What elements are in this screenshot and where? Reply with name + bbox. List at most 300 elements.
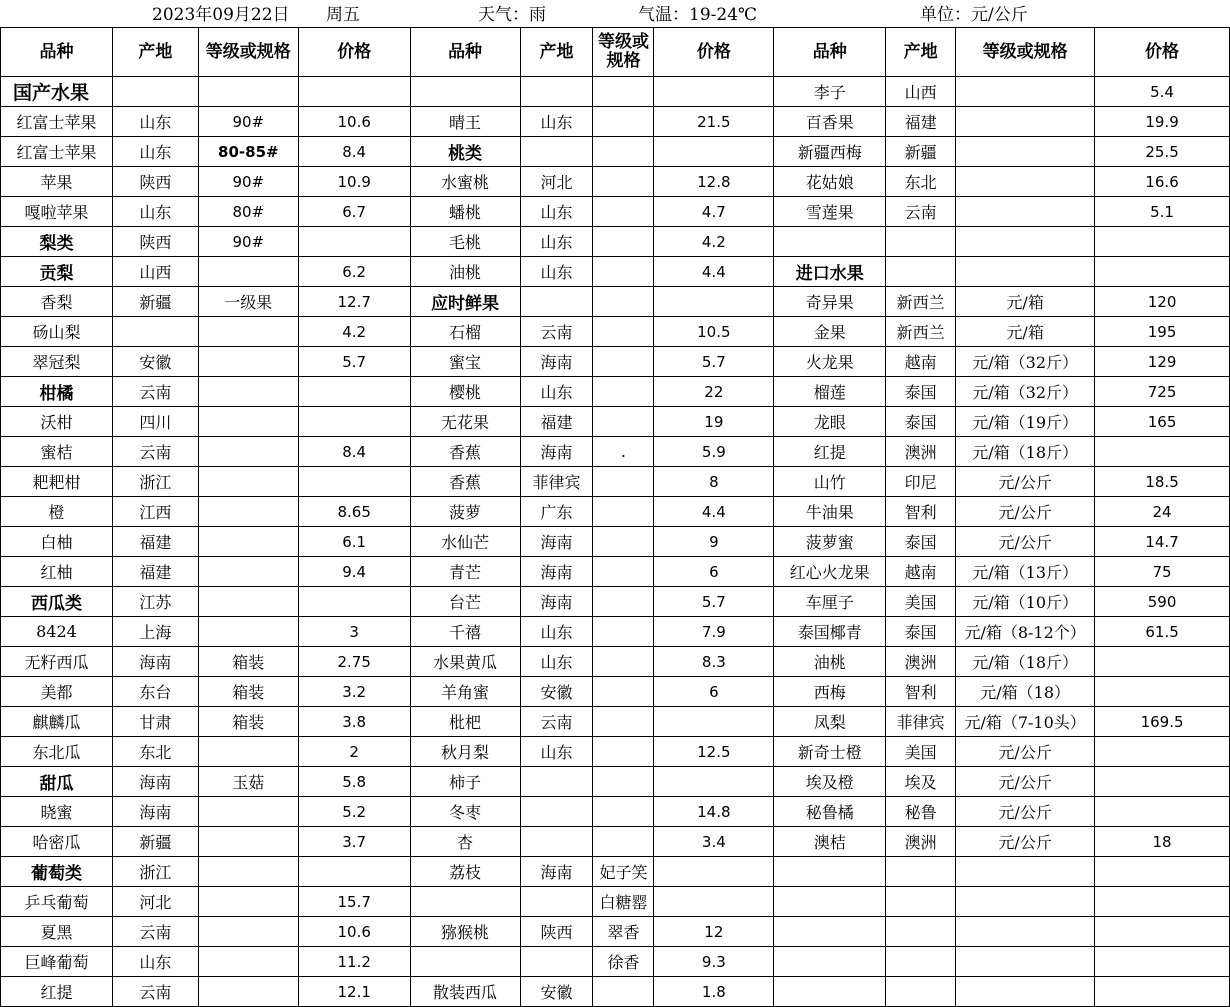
table-cell: 葡萄类 (1, 857, 113, 887)
table-cell: 14.7 (1095, 527, 1230, 557)
table-cell: 山东 (520, 197, 593, 227)
table-row (1, 287, 1230, 317)
table-cell (956, 197, 1095, 227)
table-cell: 3.2 (298, 677, 410, 707)
table-cell: 元/箱（13斤） (956, 557, 1095, 587)
table-cell: 无籽西瓜 (1, 647, 113, 677)
table-cell: 9 (654, 527, 774, 557)
table-cell: 195 (1095, 317, 1230, 347)
table-cell: 8.4 (298, 437, 410, 467)
table-cell: 甘肃 (112, 707, 198, 737)
table-cell: 桃类 (410, 137, 520, 167)
table-cell: 浙江 (112, 857, 198, 887)
table-cell: 12 (654, 917, 774, 947)
table-cell: 8424 (1, 617, 113, 647)
table-cell (198, 587, 298, 617)
table-cell: 雪莲果 (774, 197, 886, 227)
table-cell: 晴王 (410, 107, 520, 137)
table-cell: 油桃 (410, 257, 520, 287)
table-cell (112, 317, 198, 347)
table-row (1, 317, 1230, 347)
table-cell (1095, 887, 1230, 917)
table-cell: 冬枣 (410, 797, 520, 827)
table-cell: 泰国 (886, 527, 956, 557)
table-cell (654, 77, 774, 107)
table-cell: 白糖罂 (593, 887, 654, 917)
table-cell (520, 827, 593, 857)
table-cell (886, 947, 956, 977)
table-cell: 10.9 (298, 167, 410, 197)
column-header: 等级或规格 (593, 28, 654, 77)
table-cell: 澳洲 (886, 827, 956, 857)
table-cell: 2.75 (298, 647, 410, 677)
table-cell: 海南 (520, 857, 593, 887)
table-cell (198, 737, 298, 767)
table-cell: 18.5 (1095, 467, 1230, 497)
table-cell: 台芒 (410, 587, 520, 617)
table-cell (593, 707, 654, 737)
column-header: 产地 (886, 28, 956, 77)
table-cell: 12.8 (654, 167, 774, 197)
table-cell (520, 137, 593, 167)
table-cell: 智利 (886, 677, 956, 707)
table-cell: 越南 (886, 557, 956, 587)
table-cell: 东北 (886, 167, 956, 197)
table-cell: 61.5 (1095, 617, 1230, 647)
table-cell (593, 167, 654, 197)
table-cell: 花姑娘 (774, 167, 886, 197)
table-cell (886, 857, 956, 887)
table-cell: 红提 (774, 437, 886, 467)
table-cell: 无花果 (410, 407, 520, 437)
table-cell (520, 767, 593, 797)
table-cell: 元/箱（10斤） (956, 587, 1095, 617)
table-cell (520, 947, 593, 977)
table-cell: 美国 (886, 737, 956, 767)
weather-label: 天气：雨 (478, 5, 546, 25)
table-cell: 新疆 (112, 827, 198, 857)
table-cell: 元/箱（7-10头） (956, 707, 1095, 737)
table-cell: 一级果 (198, 287, 298, 317)
table-cell: 泰国 (886, 407, 956, 437)
table-cell: 安徽 (520, 977, 593, 1007)
table-cell (593, 317, 654, 347)
table-cell: 5.7 (654, 347, 774, 377)
table-cell: . (593, 437, 654, 467)
table-cell: 东北 (112, 737, 198, 767)
table-cell (593, 407, 654, 437)
table-cell: 白柚 (1, 527, 113, 557)
table-row (1, 137, 1230, 167)
table-cell: 山东 (112, 197, 198, 227)
table-cell (198, 257, 298, 287)
table-cell: 荔枝 (410, 857, 520, 887)
table-cell: 山东 (520, 647, 593, 677)
table-cell: 柿子 (410, 767, 520, 797)
table-cell: 石榴 (410, 317, 520, 347)
table-cell: 金果 (774, 317, 886, 347)
table-cell: 江西 (112, 497, 198, 527)
table-cell: 菲律宾 (886, 707, 956, 737)
table-cell (886, 257, 956, 287)
table-cell: 云南 (112, 377, 198, 407)
table-cell: 西梅 (774, 677, 886, 707)
column-header: 品种 (410, 28, 520, 77)
table-cell: 6 (654, 557, 774, 587)
table-cell (956, 857, 1095, 887)
table-cell (886, 227, 956, 257)
table-cell (956, 977, 1095, 1007)
table-cell (1095, 917, 1230, 947)
table-cell: 元/箱（18） (956, 677, 1095, 707)
table-cell: 19 (654, 407, 774, 437)
table-cell: 妃子笑 (593, 857, 654, 887)
table-cell: 龙眼 (774, 407, 886, 437)
table-cell: 耙耙柑 (1, 467, 113, 497)
table-cell: 山东 (520, 617, 593, 647)
table-cell: 西瓜类 (1, 587, 113, 617)
header-row (1, 28, 1230, 77)
table-row (1, 557, 1230, 587)
table-cell: 山东 (520, 257, 593, 287)
table-row (1, 977, 1230, 1007)
table-cell (774, 917, 886, 947)
table-cell: 90# (198, 167, 298, 197)
price-table (0, 27, 1230, 1007)
table-cell: 725 (1095, 377, 1230, 407)
table-cell: 新奇士橙 (774, 737, 886, 767)
table-cell (774, 947, 886, 977)
table-cell: 火龙果 (774, 347, 886, 377)
table-cell: 嘎啦苹果 (1, 197, 113, 227)
table-cell: 牛油果 (774, 497, 886, 527)
table-cell: 苹果 (1, 167, 113, 197)
table-cell (198, 977, 298, 1007)
table-cell: 云南 (520, 317, 593, 347)
table-cell: 砀山梨 (1, 317, 113, 347)
table-cell (198, 347, 298, 377)
table-cell: 元/箱（18斤） (956, 647, 1095, 677)
table-cell: 千禧 (410, 617, 520, 647)
table-cell (593, 827, 654, 857)
table-cell (593, 287, 654, 317)
table-cell (112, 77, 198, 107)
table-cell: 元/箱（32斤） (956, 347, 1095, 377)
table-cell (520, 77, 593, 107)
table-cell: 箱装 (198, 707, 298, 737)
table-row (1, 527, 1230, 557)
column-header: 等级或规格 (198, 28, 298, 77)
table-cell: 129 (1095, 347, 1230, 377)
table-cell: 11.2 (298, 947, 410, 977)
table-row (1, 797, 1230, 827)
table-cell: 海南 (112, 767, 198, 797)
table-cell (654, 857, 774, 887)
table-row (1, 107, 1230, 137)
table-cell: 东北瓜 (1, 737, 113, 767)
table-cell (956, 167, 1095, 197)
table-cell (298, 587, 410, 617)
table-cell (1095, 227, 1230, 257)
table-cell: 埃及橙 (774, 767, 886, 797)
table-cell: 4.2 (298, 317, 410, 347)
table-cell: 进口水果 (774, 257, 886, 287)
table-cell: 新疆 (112, 287, 198, 317)
table-cell: 4.2 (654, 227, 774, 257)
table-cell: 蟠桃 (410, 197, 520, 227)
table-cell: 山西 (886, 77, 956, 107)
table-cell: 毛桃 (410, 227, 520, 257)
table-cell (410, 947, 520, 977)
table-cell: 4.7 (654, 197, 774, 227)
table-cell (956, 227, 1095, 257)
table-cell (654, 887, 774, 917)
table-cell (593, 467, 654, 497)
table-cell: 14.8 (654, 797, 774, 827)
table-cell (198, 617, 298, 647)
table-row (1, 587, 1230, 617)
table-cell: 河北 (112, 887, 198, 917)
table-cell: 80# (198, 197, 298, 227)
table-cell (1095, 947, 1230, 977)
table-cell: 东台 (112, 677, 198, 707)
column-header: 品种 (774, 28, 886, 77)
table-row (1, 77, 1230, 107)
table-cell: 泰国 (886, 377, 956, 407)
table-cell: 陕西 (112, 227, 198, 257)
table-row (1, 767, 1230, 797)
table-cell: 新疆西梅 (774, 137, 886, 167)
table-cell: 柑橘 (1, 377, 113, 407)
table-cell: 箱装 (198, 647, 298, 677)
table-cell: 5.1 (1095, 197, 1230, 227)
table-cell: 枇杷 (410, 707, 520, 737)
table-cell: 菠萝蜜 (774, 527, 886, 557)
table-cell: 5.7 (298, 347, 410, 377)
table-cell: 乒乓葡萄 (1, 887, 113, 917)
table-cell: 秘鲁橘 (774, 797, 886, 827)
table-cell: 2 (298, 737, 410, 767)
table-cell: 山东 (520, 107, 593, 137)
table-cell: 香蕉 (410, 467, 520, 497)
table-cell: 山东 (520, 737, 593, 767)
table-cell (654, 137, 774, 167)
table-cell: 福建 (112, 527, 198, 557)
table-cell: 元/公斤 (956, 497, 1095, 527)
table-cell: 秋月梨 (410, 737, 520, 767)
table-cell: 22 (654, 377, 774, 407)
table-cell: 智利 (886, 497, 956, 527)
table-row (1, 617, 1230, 647)
table-cell: 越南 (886, 347, 956, 377)
table-cell (654, 707, 774, 737)
table-cell: 元/箱（8-12个） (956, 617, 1095, 647)
table-cell: 散装西瓜 (410, 977, 520, 1007)
table-cell: 75 (1095, 557, 1230, 587)
table-cell (593, 557, 654, 587)
table-cell: 元/公斤 (956, 737, 1095, 767)
report-weekday: 周五 (326, 5, 360, 25)
table-cell (198, 557, 298, 587)
table-cell: 云南 (886, 197, 956, 227)
table-cell (298, 857, 410, 887)
table-cell: 10.6 (298, 107, 410, 137)
table-cell (298, 77, 410, 107)
table-cell: 山东 (520, 377, 593, 407)
table-cell: 25.5 (1095, 137, 1230, 167)
table-cell: 徐香 (593, 947, 654, 977)
table-cell: 香蕉 (410, 437, 520, 467)
table-cell: 云南 (112, 437, 198, 467)
table-cell (198, 827, 298, 857)
table-cell (198, 317, 298, 347)
table-cell: 泰国椰青 (774, 617, 886, 647)
table-cell: 元/公斤 (956, 767, 1095, 797)
table-cell: 水果黄瓜 (410, 647, 520, 677)
table-cell (593, 197, 654, 227)
table-cell (593, 797, 654, 827)
table-cell: 山东 (520, 227, 593, 257)
table-cell: 12.7 (298, 287, 410, 317)
table-cell: 水仙芒 (410, 527, 520, 557)
table-cell: 红提 (1, 977, 113, 1007)
table-cell: 箱装 (198, 677, 298, 707)
table-cell: 24 (1095, 497, 1230, 527)
table-cell (774, 857, 886, 887)
table-cell: 山东 (112, 137, 198, 167)
table-cell: 8.65 (298, 497, 410, 527)
table-cell (593, 227, 654, 257)
table-cell: 哈密瓜 (1, 827, 113, 857)
table-cell: 红柚 (1, 557, 113, 587)
table-cell (1095, 677, 1230, 707)
table-cell (593, 377, 654, 407)
table-cell (956, 887, 1095, 917)
table-cell (593, 77, 654, 107)
table-cell: 晓蜜 (1, 797, 113, 827)
table-row (1, 377, 1230, 407)
table-cell: 海南 (520, 437, 593, 467)
table-cell (198, 407, 298, 437)
table-cell: 海南 (520, 587, 593, 617)
table-cell: 山东 (112, 947, 198, 977)
table-cell (593, 497, 654, 527)
table-cell: 百香果 (774, 107, 886, 137)
table-cell (198, 527, 298, 557)
table-cell: 凤梨 (774, 707, 886, 737)
table-cell: 120 (1095, 287, 1230, 317)
table-cell: 浙江 (112, 467, 198, 497)
table-cell: 猕猴桃 (410, 917, 520, 947)
table-cell: 澳洲 (886, 437, 956, 467)
table-cell: 国产水果 (1, 77, 113, 107)
table-cell: 贡梨 (1, 257, 113, 287)
table-cell (298, 227, 410, 257)
table-cell (593, 767, 654, 797)
table-cell: 泰国 (886, 617, 956, 647)
table-cell: 巨峰葡萄 (1, 947, 113, 977)
table-cell: 云南 (112, 917, 198, 947)
table-cell (774, 977, 886, 1007)
table-cell: 红富士苹果 (1, 137, 113, 167)
table-cell: 元/公斤 (956, 467, 1095, 497)
table-cell (520, 797, 593, 827)
table-cell (956, 947, 1095, 977)
table-row (1, 467, 1230, 497)
table-row (1, 437, 1230, 467)
table-cell (198, 467, 298, 497)
table-cell: 秘鲁 (886, 797, 956, 827)
table-cell (774, 227, 886, 257)
column-header: 价格 (1095, 28, 1230, 77)
table-cell: 4.4 (654, 257, 774, 287)
table-cell: 12.5 (654, 737, 774, 767)
table-cell: 5.2 (298, 797, 410, 827)
table-cell: 夏黑 (1, 917, 113, 947)
table-cell (593, 977, 654, 1007)
table-cell: 6.1 (298, 527, 410, 557)
table-cell: 翠香 (593, 917, 654, 947)
table-cell: 90# (198, 107, 298, 137)
table-cell: 15.7 (298, 887, 410, 917)
table-cell (654, 287, 774, 317)
table-cell: 4.4 (654, 497, 774, 527)
table-row (1, 947, 1230, 977)
table-cell (198, 917, 298, 947)
table-row (1, 257, 1230, 287)
table-cell (956, 77, 1095, 107)
table-cell (520, 887, 593, 917)
table-cell: 3 (298, 617, 410, 647)
table-cell (886, 917, 956, 947)
table-cell: 6.2 (298, 257, 410, 287)
table-cell: 新西兰 (886, 317, 956, 347)
table-cell: 元/公斤 (956, 827, 1095, 857)
table-cell: 澳洲 (886, 647, 956, 677)
table-cell (593, 107, 654, 137)
table-row (1, 737, 1230, 767)
table-cell: 590 (1095, 587, 1230, 617)
table-cell: 海南 (112, 647, 198, 677)
table-cell: 蜜宝 (410, 347, 520, 377)
table-cell: 广东 (520, 497, 593, 527)
table-cell (1095, 767, 1230, 797)
table-row (1, 647, 1230, 677)
table-cell (198, 497, 298, 527)
table-cell: 169.5 (1095, 707, 1230, 737)
table-cell (886, 977, 956, 1007)
table-cell: 红心火龙果 (774, 557, 886, 587)
unit-label: 单位：元/公斤 (920, 5, 1028, 25)
table-cell: 元/箱 (956, 287, 1095, 317)
table-cell (198, 887, 298, 917)
table-cell: 5.9 (654, 437, 774, 467)
table-row (1, 227, 1230, 257)
table-cell: 8.3 (654, 647, 774, 677)
table-cell: 车厘子 (774, 587, 886, 617)
table-cell (298, 467, 410, 497)
table-cell: 3.7 (298, 827, 410, 857)
table-cell (956, 257, 1095, 287)
table-cell (593, 587, 654, 617)
table-cell: 红富士苹果 (1, 107, 113, 137)
table-cell: 海南 (520, 557, 593, 587)
table-cell: 19.9 (1095, 107, 1230, 137)
table-cell (198, 947, 298, 977)
table-cell: 元/箱（18斤） (956, 437, 1095, 467)
table-cell (956, 917, 1095, 947)
table-cell: 10.5 (654, 317, 774, 347)
